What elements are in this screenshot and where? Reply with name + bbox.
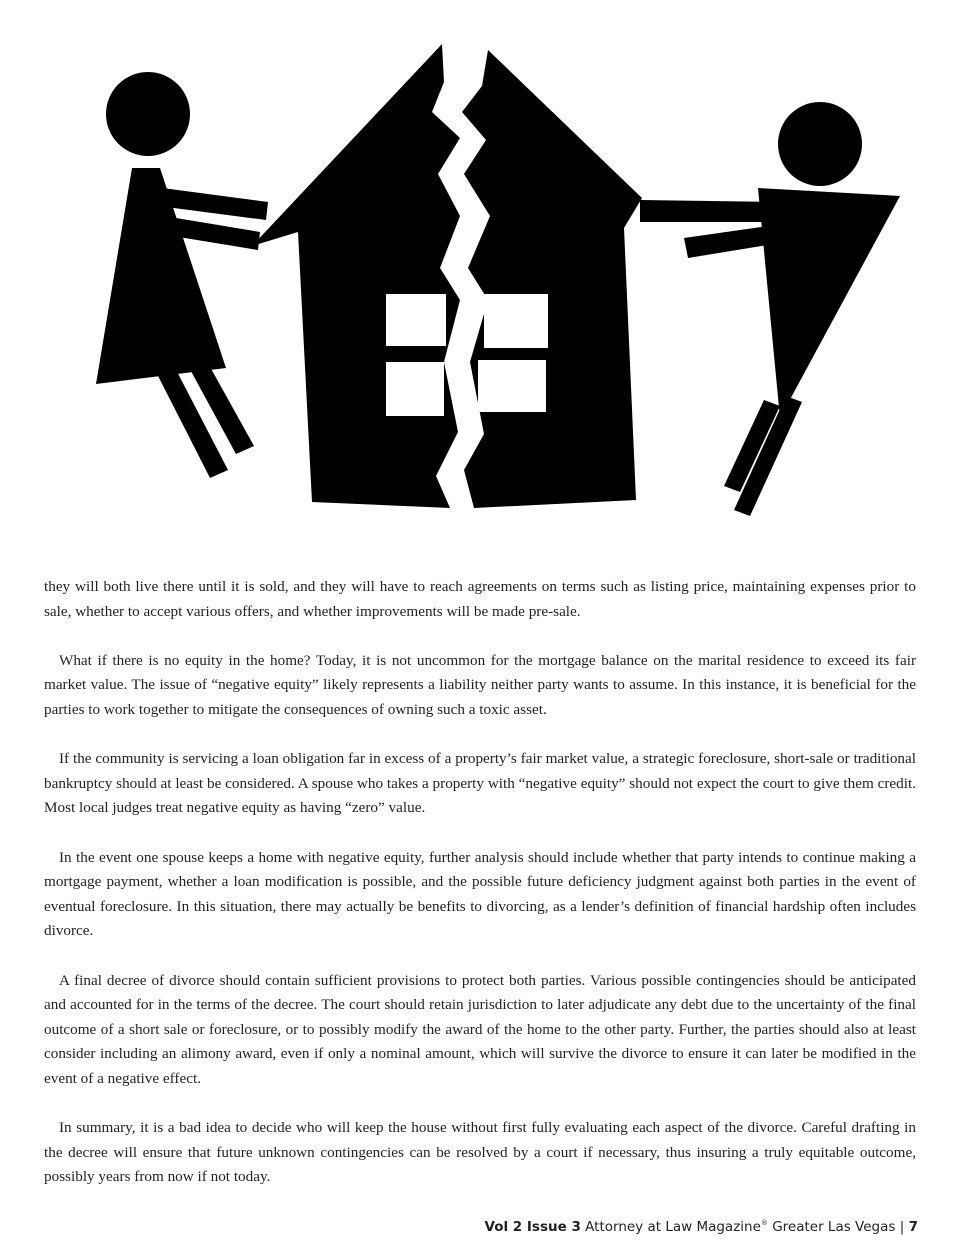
- registered-mark: ®: [760, 1219, 768, 1227]
- footer-separator: |: [899, 1219, 905, 1235]
- issue-label: Vol 2 Issue 3: [484, 1219, 581, 1235]
- article-paragraph: In summary, it is a bad idea to decide who will keep the house without first fully evaluating each aspect of the divorce. Careful drafting in the decree will ensure that future unknown contingencies can be resolved by a court if necessary, thus insuring a truly equitable outcome, possibly years from now if not today.: [44, 1119, 916, 1186]
- article-body: [44, 575, 916, 1214]
- article-paragraph: What if there is no equity in the home? Today, it is not uncommon for the mortgage balance on the marital residence to exceed its fair market value. The issue of “negative equity” likely represents a liability neither party wants to assume. In this instance, it is beneficial for the parties to work together to mitigate the consequences of owning such a toxic asset.: [44, 651, 916, 718]
- divorce-house-illustration: [0, 0, 960, 560]
- article-paragraph: If the community is servicing a loan obligation far in excess of a property’s fair market value, a strategic foreclosure, short-sale or traditional bankruptcy should at least be considered. A spouse who takes a property with “negative equity” should not expect the court to give them credit. Most local judges treat negative equity as having “zero” value.: [44, 750, 916, 817]
- broken-house: [252, 44, 642, 508]
- man-figure: [640, 102, 900, 516]
- magazine-name: Attorney at Law Magazine: [585, 1219, 761, 1235]
- article-paragraph: they will both live there until it is sold, and they will have to reach agreements on terms such as listing price, maintaining expenses prior to sale, whether to accept various offers, and whether improvements will be made pre-sale.: [44, 578, 916, 620]
- article-paragraph: In the event one spouse keeps a home with negative equity, further analysis should include whether that party intends to continue making a mortgage payment, whether a loan modification is possible, and the possible future deficiency judgment against both parties in the event of eventual foreclosure. In this situation, there may actually be benefits to divorcing, as a lender’s definition of financial hardship often includes divorce.: [44, 848, 916, 940]
- page-number: 7: [908, 1219, 918, 1235]
- page-footer: [485, 1219, 919, 1235]
- region-name: Greater Las Vegas: [772, 1219, 896, 1235]
- woman-figure: [96, 72, 268, 478]
- article-paragraph: A final decree of divorce should contain sufficient provisions to protect both parties. Various possible contingencies should be anticipated and accounted for in the terms of the decree. The court should retain jurisdiction to later adjudicate any debt due to the uncertainty of the final outcome of a short sale or foreclosure, or to possibly modify the award of the home to the other party. Further, the parties should also at least consider including an alimony award, even if only a nominal amount, which will survive the divorce to ensure it can later be modified in the event of a negative effect.: [44, 971, 916, 1087]
